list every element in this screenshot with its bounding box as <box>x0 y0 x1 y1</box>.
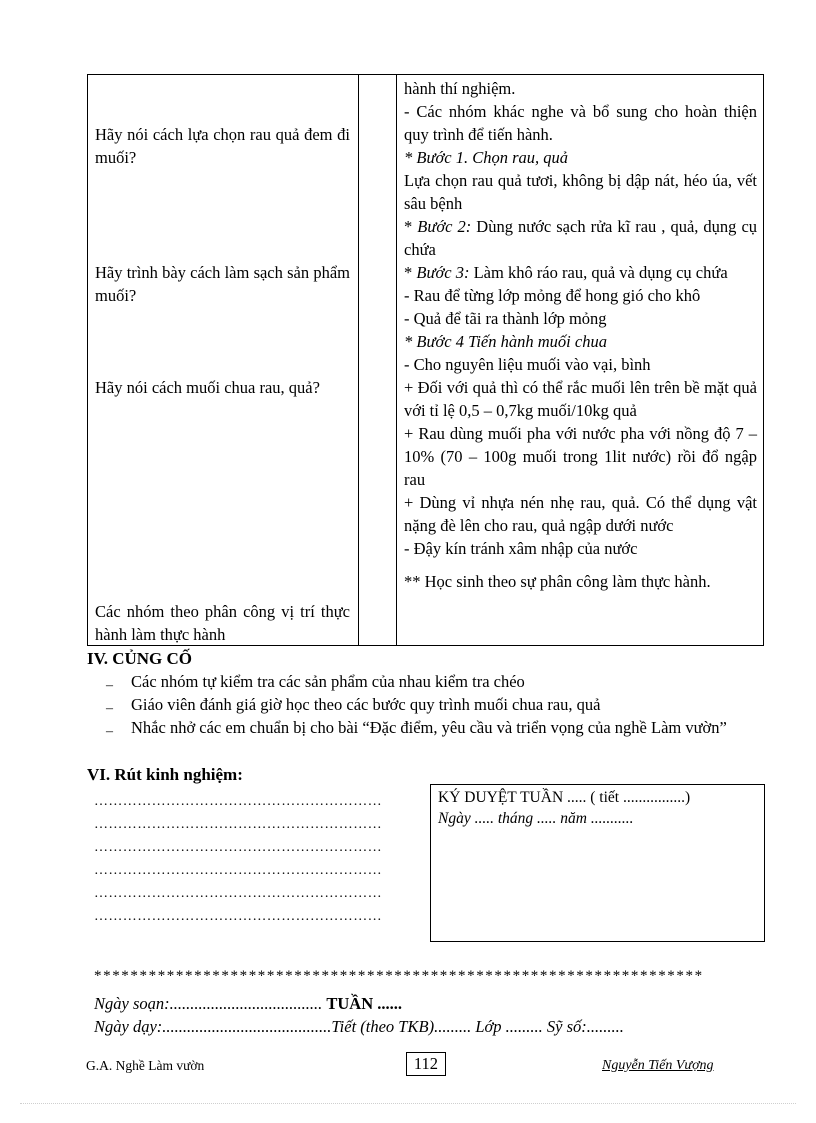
dotted-line: …………………………………………………… <box>94 840 382 855</box>
lesson-table <box>87 74 764 646</box>
step-4-heading: * Bước 4 Tiến hành muối chua <box>404 332 607 351</box>
section-4-title: IV. CỦNG CỐ <box>87 649 193 668</box>
activity-line: - Đậy kín tránh xâm nhập của nước <box>404 539 638 558</box>
activity-line: + Rau dùng muối pha với nước pha với nồng độ 7 – 10% (70 – 100g muối trong 1lit nước) rồi đổ ngập rau <box>404 424 757 489</box>
dotted-line: …………………………………………………… <box>94 863 382 878</box>
page-number: 112 <box>406 1052 446 1076</box>
step-2-text: Dùng nước sạch rửa kĩ rau , quả, dụng cụ chứa <box>404 217 758 259</box>
star-separator: ******************************************************************* <box>94 968 704 984</box>
activity-line: ** Học sinh theo sự phân công làm thực hành. <box>404 572 711 591</box>
step-3-label: Bước 3: <box>416 263 470 282</box>
section-4-list <box>106 670 761 739</box>
activity-line: - Rau để từng lớp mỏng để hong gió cho khô <box>404 286 701 305</box>
step-3-text: Làm khô ráo rau, quả và dụng cụ chứa <box>473 263 728 282</box>
activity-line: - Cho nguyên liệu muối vào vại, bình <box>404 355 651 374</box>
empty-column <box>359 75 397 646</box>
question-2: Hãy trình bày cách làm sạch sản phẩm muối? <box>95 263 350 305</box>
list-item: – Giáo viên đánh giá giờ học theo các bước quy trình muối chua rau, quả <box>106 693 761 716</box>
activity-line: - Các nhóm khác nghe và bổ sung cho hoàn thiện quy trình để tiến hành. <box>404 102 757 144</box>
activity-line: + Đối với quả thì có thể rắc muối lên trên bề mặt quả với tỉ lệ 0,5 – 0,7kg muối/10kg quả <box>404 378 757 420</box>
review-date: Ngày ..... tháng ..... năm ........... <box>438 810 634 827</box>
step-2-label: Bước 2: <box>417 217 472 236</box>
prep-date: Ngày soạn:..................................... <box>94 994 327 1013</box>
activity-line: + Dùng vỉ nhựa nén nhẹ rau, quả. Có thể dụng vật nặng đè lên cho rau, quả ngập dưới nước <box>404 493 757 535</box>
question-3: Hãy nói cách muối chua rau, quả? <box>95 378 320 397</box>
activity-line: - Quả để tãi ra thành lớp mỏng <box>404 309 607 328</box>
step-2-line <box>404 215 757 261</box>
step-3-prefix: * <box>404 263 417 282</box>
step-2-prefix: * <box>404 217 418 236</box>
activity-column <box>397 75 764 646</box>
step-1-heading: * Bước 1. Chọn rau, quả <box>404 148 569 167</box>
weekly-review-box <box>430 784 765 942</box>
week-label: TUẦN ...... <box>326 994 403 1013</box>
table-row <box>88 75 764 646</box>
activity-line: Lựa chọn rau quả tươi, không bị dập nát, héo úa, vết sâu bệnh <box>404 171 757 213</box>
page-bottom-divider <box>20 1103 796 1104</box>
footer-author: Nguyễn Tiến Vượng <box>602 1058 714 1073</box>
dotted-line: …………………………………………………… <box>94 817 382 832</box>
activity-line: hành thí nghiệm. <box>404 79 516 98</box>
dotted-line: …………………………………………………… <box>94 909 382 924</box>
dash-bullet-icon: – <box>106 678 113 693</box>
question-column <box>88 75 359 646</box>
list-item: – Nhắc nhở các em chuẩn bị cho bài “Đặc điểm, yêu cầu và triển vọng của nghề Làm vườn” <box>106 716 761 739</box>
question-4: Các nhóm theo phân công vị trí thực hành làm thực hành <box>95 602 350 644</box>
dash-bullet-icon: – <box>106 701 113 716</box>
next-lesson-prep-line <box>94 992 402 1015</box>
review-title: KÝ DUYỆT TUẦN ..... ( tiết ................) <box>438 789 691 806</box>
section-6-title: VI. Rút kinh nghiệm: <box>87 765 243 784</box>
next-lesson-teach-line: Ngày dạy:.........................................Tiết (theo TKB)......... Lớp ......... Sỹ số:......... <box>94 1017 624 1036</box>
dotted-line: …………………………………………………… <box>94 794 382 809</box>
dash-bullet-icon: – <box>106 724 113 739</box>
step-3-line <box>404 261 757 284</box>
question-1: Hãy nói cách lựa chọn rau quả đem đi muối? <box>95 125 350 167</box>
experience-dotted-lines <box>94 790 399 928</box>
footer-subject: G.A. Nghề Làm vườn <box>86 1058 205 1073</box>
list-item: – Các nhóm tự kiểm tra các sản phẩm của nhau kiểm tra chéo <box>106 670 761 693</box>
dotted-line: …………………………………………………… <box>94 886 382 901</box>
